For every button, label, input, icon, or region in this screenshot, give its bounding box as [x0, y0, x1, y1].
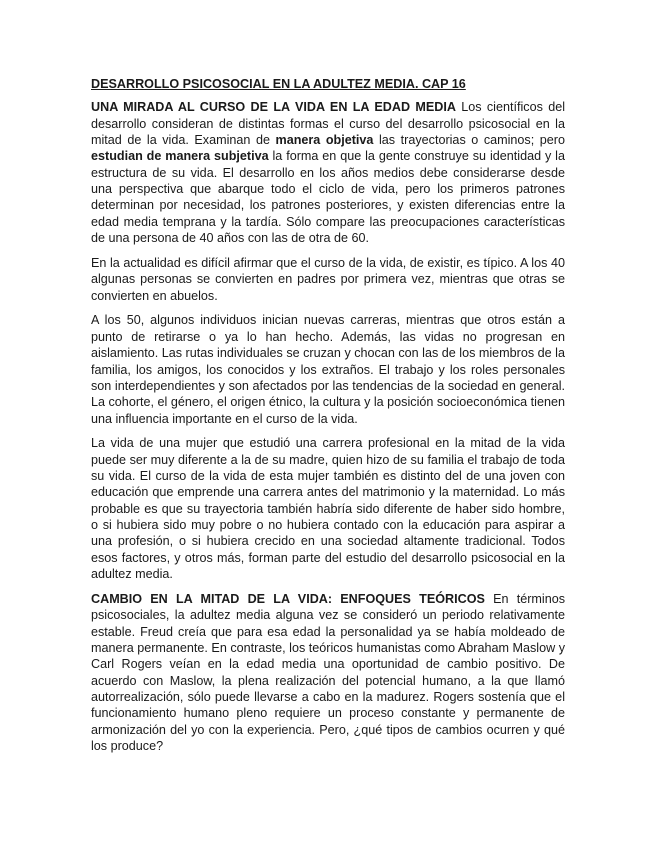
paragraph-1-text-c: la forma en que la gente construye su identidad y la estructura de su vida. El desarrollo en los años medios debe considerarse desde una perspectiva que abarque todo el ciclo de vida, pero los primeros patrones determinan por necesidad, los patrones posteriores, y existen diferencias entre la edad media temprana y la tardía. Sólo compare las preocupaciones características de una persona de 40 años con las de otra de 60.: [91, 149, 565, 246]
paragraph-1-text-a: Los científicos del desarrollo consideran de distintas formas el curso del desarrollo psicosocial en la mitad de la vida. Examinan de: [91, 100, 566, 148]
section-heading-2: CAMBIO EN LA MITAD DE LA VIDA: ENFOQUES TEÓRICOS: [91, 591, 485, 606]
paragraph-5-text: En términos psicosociales, la adultez media alguna vez se consideró un periodo relativamente estable. Freud creía que para esa edad la personalidad ya se había moldeado de manera permanente. En contraste, los teóricos humanistas como Abraham Maslow y Carl Rogers veían en la edad media una oportunidad de cambio positivo. De acuerdo con Maslow, la plena realización del potencial humano, a la que llamó autorrealización, sólo puede llevarse a cabo en la madurez. Rogers sostenía que el funcionamiento humano pleno requiere un proceso constante y permanente de armonización del yo con la experiencia. Pero, ¿qué tipos de cambios ocurren y qué los produce?: [91, 591, 566, 754]
paragraph-3: A los 50, algunos individuos inician nuevas carreras, mientras que otros están a punto de retirarse o ya lo han hecho. Además, las vidas no progresan en aislamiento. Las rutas individuales se cruzan y chocan con las de los miembros de la familia, los amigos, los conocidos y los extraños. El trabajo y los roles personales son interdependientes y son afectados por las tendencias de la sociedad en general. La cohorte, el género, el origen étnico, la cultura y la posición socioeconómica tienen una influencia importante en el curso de la vida.: [91, 313, 565, 426]
emphasis-objetiva: manera objetiva: [275, 133, 374, 148]
paragraph-1: [91, 99, 565, 246]
document-title: DESARROLLO PSICOSOCIAL EN LA ADULTEZ MEDIA. CAP 16: [91, 77, 466, 91]
paragraph-5: [91, 591, 565, 754]
paragraph-4: La vida de una mujer que estudió una carrera profesional en la mitad de la vida puede ser muy diferente a la de su madre, quien hizo de su familia el trabajo de toda su vida. El curso de la vida de esta mujer también es distinto del de una joven con educación que emprende una carrera antes del matrimonio y la maternidad. Lo más probable es que su trayectoria también habría sido diferente de haber sido hombre, o si hubiera sido muy pobre o no hubiera contado con la educación para aspirar a una profesión, o si hubiera crecido en una sociedad altamente tradicional. Todos esos factores, y otros más, forman parte del estudio del desarrollo psicosocial en la adultez media.: [91, 436, 565, 582]
emphasis-subjetiva: estudian de manera subjetiva: [91, 149, 269, 164]
paragraph-2: En la actualidad es difícil afirmar que el curso de la vida, de existir, es típico. A los 40 algunas personas se convierten en padres por primera vez, mientras que otras se convierten en abuelos.: [91, 255, 565, 303]
document-body: [91, 76, 565, 763]
paragraph-1-text-b: las trayectorias o caminos; pero: [373, 133, 565, 148]
section-heading-1: UNA MIRADA AL CURSO DE LA VIDA EN LA EDAD MEDIA: [91, 100, 456, 115]
